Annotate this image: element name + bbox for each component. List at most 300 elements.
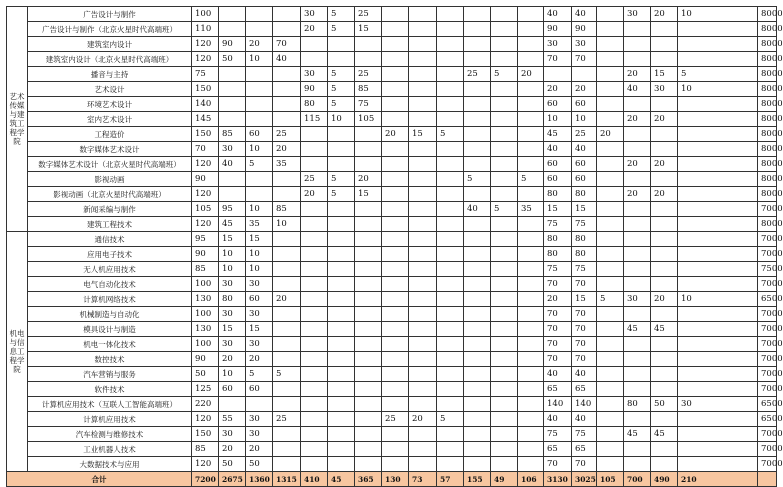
total-cell: 410 <box>301 472 328 487</box>
data-cell: 7000 <box>758 247 777 262</box>
data-cell: 10 <box>678 82 758 97</box>
data-cell <box>273 22 301 37</box>
data-cell: 5 <box>518 172 544 187</box>
data-cell <box>651 202 678 217</box>
data-cell: 15 <box>246 322 273 337</box>
data-cell <box>246 82 273 97</box>
data-cell <box>678 157 758 172</box>
data-cell <box>273 427 301 442</box>
data-cell <box>409 97 437 112</box>
data-cell <box>491 157 518 172</box>
data-cell: 20 <box>219 442 246 457</box>
data-cell <box>464 22 491 37</box>
data-cell: 115 <box>301 112 328 127</box>
data-cell <box>273 97 301 112</box>
data-cell: 105 <box>192 202 219 217</box>
data-cell <box>518 322 544 337</box>
data-cell <box>382 22 409 37</box>
data-cell <box>328 247 355 262</box>
data-cell <box>382 337 409 352</box>
data-cell <box>597 82 624 97</box>
data-cell <box>382 187 409 202</box>
data-cell <box>491 232 518 247</box>
total-cell: 210 <box>678 472 758 487</box>
data-cell <box>355 427 382 442</box>
data-cell: 7000 <box>758 202 777 217</box>
data-cell <box>409 232 437 247</box>
data-cell: 55 <box>219 412 246 427</box>
data-cell: 40 <box>572 367 597 382</box>
data-cell <box>518 442 544 457</box>
data-cell <box>624 172 651 187</box>
data-cell: 20 <box>651 187 678 202</box>
college-label: 艺术传媒与建筑工程学院 <box>7 7 28 232</box>
data-cell <box>409 67 437 82</box>
data-cell <box>328 322 355 337</box>
data-cell: 15 <box>246 232 273 247</box>
major-name: 建筑室内设计 <box>28 37 192 52</box>
data-cell <box>246 97 273 112</box>
data-cell: 75 <box>544 217 572 232</box>
data-cell <box>651 37 678 52</box>
data-cell <box>624 367 651 382</box>
data-cell: 70 <box>544 322 572 337</box>
data-cell: 80 <box>544 232 572 247</box>
data-cell <box>518 412 544 427</box>
data-cell: 75 <box>544 427 572 442</box>
table-row <box>7 202 777 217</box>
data-cell <box>651 52 678 67</box>
data-cell <box>651 382 678 397</box>
data-cell <box>273 232 301 247</box>
data-cell <box>464 262 491 277</box>
data-cell <box>328 142 355 157</box>
data-cell <box>328 52 355 67</box>
data-cell <box>301 52 328 67</box>
table-row <box>7 412 777 427</box>
data-cell <box>491 292 518 307</box>
data-cell <box>437 22 464 37</box>
total-cell: 3025 <box>572 472 597 487</box>
data-cell: 7000 <box>758 427 777 442</box>
data-cell <box>301 232 328 247</box>
data-cell <box>597 442 624 457</box>
data-cell <box>624 217 651 232</box>
table-body <box>7 7 783 487</box>
data-cell: 80 <box>624 397 651 412</box>
data-cell <box>409 322 437 337</box>
data-cell <box>651 367 678 382</box>
data-cell: 5 <box>328 187 355 202</box>
data-cell: 80 <box>572 187 597 202</box>
data-cell <box>464 187 491 202</box>
data-cell <box>491 97 518 112</box>
data-cell <box>437 142 464 157</box>
data-cell <box>464 322 491 337</box>
data-cell <box>678 52 758 67</box>
data-cell <box>328 427 355 442</box>
data-cell <box>651 172 678 187</box>
data-cell: 95 <box>192 232 219 247</box>
data-cell: 15 <box>572 202 597 217</box>
data-cell <box>624 307 651 322</box>
major-name: 计算机网络技术 <box>28 292 192 307</box>
data-cell <box>246 67 273 82</box>
data-cell: 70 <box>572 352 597 367</box>
data-cell <box>246 112 273 127</box>
data-cell <box>464 292 491 307</box>
data-cell <box>409 352 437 367</box>
data-cell: 20 <box>544 292 572 307</box>
data-cell <box>678 442 758 457</box>
data-cell <box>382 292 409 307</box>
data-cell <box>328 457 355 472</box>
data-cell: 20 <box>624 67 651 82</box>
data-cell: 30 <box>219 427 246 442</box>
data-cell: 120 <box>192 457 219 472</box>
data-cell: 8000 <box>758 112 777 127</box>
data-cell: 7000 <box>758 457 777 472</box>
data-cell: 60 <box>246 127 273 142</box>
major-name: 应用电子技术 <box>28 247 192 262</box>
data-cell <box>301 412 328 427</box>
major-name: 汽车营销与服务 <box>28 367 192 382</box>
data-cell <box>437 367 464 382</box>
data-cell: 70 <box>572 277 597 292</box>
data-cell <box>301 337 328 352</box>
data-cell <box>464 427 491 442</box>
data-cell <box>382 427 409 442</box>
data-cell <box>355 142 382 157</box>
data-cell: 60 <box>544 172 572 187</box>
data-cell <box>409 277 437 292</box>
data-cell <box>464 337 491 352</box>
data-cell <box>491 427 518 442</box>
data-cell: 35 <box>246 217 273 232</box>
data-cell <box>624 37 651 52</box>
data-cell <box>518 142 544 157</box>
data-cell: 7000 <box>758 367 777 382</box>
data-cell: 60 <box>544 157 572 172</box>
data-cell <box>328 202 355 217</box>
data-cell: 5 <box>246 367 273 382</box>
data-cell: 85 <box>219 127 246 142</box>
major-name: 数字媒体艺术设计 <box>28 142 192 157</box>
data-cell <box>355 382 382 397</box>
data-cell <box>382 142 409 157</box>
data-cell: 40 <box>273 52 301 67</box>
data-cell <box>273 322 301 337</box>
data-cell: 65 <box>572 382 597 397</box>
data-cell: 20 <box>651 7 678 22</box>
data-cell: 15 <box>355 22 382 37</box>
data-cell: 40 <box>219 157 246 172</box>
data-cell <box>678 427 758 442</box>
data-cell: 65 <box>544 382 572 397</box>
table-row <box>7 112 777 127</box>
data-cell: 35 <box>273 157 301 172</box>
data-cell <box>518 352 544 367</box>
data-cell <box>437 397 464 412</box>
table-row <box>7 82 777 97</box>
data-cell: 100 <box>192 307 219 322</box>
data-cell: 8000 <box>758 157 777 172</box>
data-cell: 10 <box>678 7 758 22</box>
data-cell: 7000 <box>758 352 777 367</box>
data-cell: 30 <box>219 142 246 157</box>
data-cell <box>409 442 437 457</box>
data-cell <box>678 127 758 142</box>
data-cell <box>597 217 624 232</box>
data-cell: 150 <box>192 427 219 442</box>
total-cell: 700 <box>624 472 651 487</box>
data-cell <box>624 352 651 367</box>
data-cell <box>409 217 437 232</box>
data-cell: 40 <box>544 7 572 22</box>
data-cell <box>273 262 301 277</box>
data-cell <box>651 247 678 262</box>
data-cell <box>491 142 518 157</box>
major-name: 影视动画（北京火星时代高端班） <box>28 187 192 202</box>
data-cell: 85 <box>355 82 382 97</box>
data-cell <box>518 397 544 412</box>
data-cell <box>464 382 491 397</box>
data-cell: 20 <box>624 187 651 202</box>
data-cell: 120 <box>192 412 219 427</box>
data-cell: 40 <box>572 412 597 427</box>
data-cell <box>301 307 328 322</box>
data-cell: 10 <box>328 112 355 127</box>
data-cell <box>301 367 328 382</box>
data-cell: 10 <box>219 262 246 277</box>
data-cell <box>464 277 491 292</box>
data-cell <box>273 187 301 202</box>
data-cell <box>328 337 355 352</box>
data-cell <box>651 352 678 367</box>
data-cell: 15 <box>355 187 382 202</box>
data-cell: 75 <box>192 67 219 82</box>
data-cell <box>301 382 328 397</box>
data-cell: 70 <box>572 337 597 352</box>
data-cell: 50 <box>219 457 246 472</box>
data-cell <box>464 97 491 112</box>
data-cell <box>328 157 355 172</box>
data-cell: 80 <box>544 247 572 262</box>
data-cell: 80 <box>544 187 572 202</box>
data-cell <box>409 52 437 67</box>
data-cell: 7000 <box>758 337 777 352</box>
data-cell <box>437 82 464 97</box>
data-cell: 30 <box>544 37 572 52</box>
data-cell: 5 <box>491 202 518 217</box>
data-cell <box>409 82 437 97</box>
data-cell: 50 <box>192 367 219 382</box>
data-cell <box>437 112 464 127</box>
data-cell <box>678 232 758 247</box>
data-cell: 7000 <box>758 442 777 457</box>
data-cell <box>518 232 544 247</box>
data-cell: 20 <box>651 112 678 127</box>
data-cell: 20 <box>246 442 273 457</box>
data-cell: 70 <box>544 307 572 322</box>
data-cell <box>382 52 409 67</box>
data-cell: 15 <box>572 292 597 307</box>
data-cell <box>382 112 409 127</box>
data-cell <box>301 292 328 307</box>
college-label: 机电与信息工程学院 <box>7 232 28 472</box>
data-cell <box>491 322 518 337</box>
data-cell <box>437 67 464 82</box>
data-cell <box>273 247 301 262</box>
data-cell <box>491 112 518 127</box>
data-cell <box>355 337 382 352</box>
data-cell <box>518 292 544 307</box>
data-cell: 10 <box>544 112 572 127</box>
data-cell: 70 <box>544 277 572 292</box>
data-cell <box>409 37 437 52</box>
data-cell: 25 <box>273 412 301 427</box>
data-cell <box>491 352 518 367</box>
data-cell: 20 <box>219 352 246 367</box>
data-cell: 60 <box>219 382 246 397</box>
data-cell: 30 <box>572 37 597 52</box>
data-cell <box>518 382 544 397</box>
data-cell <box>409 157 437 172</box>
data-cell <box>355 397 382 412</box>
data-cell: 150 <box>192 127 219 142</box>
data-cell: 80 <box>219 292 246 307</box>
data-cell <box>597 112 624 127</box>
data-cell: 140 <box>572 397 597 412</box>
table-row <box>7 292 777 307</box>
table-row <box>7 322 777 337</box>
data-cell <box>246 7 273 22</box>
data-cell <box>597 352 624 367</box>
data-cell: 8000 <box>758 172 777 187</box>
total-cell: 106 <box>518 472 544 487</box>
major-name: 室内艺术设计 <box>28 112 192 127</box>
data-cell <box>597 232 624 247</box>
data-cell <box>328 127 355 142</box>
data-cell <box>464 442 491 457</box>
data-cell <box>678 202 758 217</box>
data-cell: 90 <box>572 22 597 37</box>
data-cell <box>355 52 382 67</box>
major-name: 影视动画 <box>28 172 192 187</box>
data-cell: 10 <box>246 262 273 277</box>
data-cell <box>464 82 491 97</box>
data-cell <box>219 397 246 412</box>
data-cell: 5 <box>328 97 355 112</box>
data-cell <box>273 307 301 322</box>
table-row <box>7 247 777 262</box>
total-cell: 130 <box>382 472 409 487</box>
data-cell <box>678 352 758 367</box>
major-name: 建筑室内设计（北京火星时代高端班） <box>28 52 192 67</box>
data-cell <box>464 307 491 322</box>
data-cell <box>464 112 491 127</box>
data-cell <box>382 247 409 262</box>
data-cell: 30 <box>246 277 273 292</box>
data-cell <box>597 337 624 352</box>
data-cell <box>491 187 518 202</box>
data-cell: 20 <box>518 67 544 82</box>
data-cell <box>624 52 651 67</box>
data-cell: 70 <box>572 322 597 337</box>
data-cell: 8000 <box>758 52 777 67</box>
data-cell <box>382 82 409 97</box>
data-cell <box>518 187 544 202</box>
data-cell <box>409 427 437 442</box>
data-cell <box>409 262 437 277</box>
data-cell: 25 <box>572 127 597 142</box>
data-cell <box>624 232 651 247</box>
data-cell <box>382 157 409 172</box>
data-cell <box>273 112 301 127</box>
data-cell: 6500 <box>758 412 777 427</box>
data-cell: 30 <box>219 307 246 322</box>
data-cell <box>678 187 758 202</box>
data-cell <box>301 457 328 472</box>
data-cell: 85 <box>192 442 219 457</box>
data-cell <box>518 337 544 352</box>
total-cell: 1360 <box>246 472 273 487</box>
data-cell <box>597 367 624 382</box>
data-cell <box>301 442 328 457</box>
data-cell: 25 <box>273 127 301 142</box>
table-row <box>7 307 777 322</box>
table-row <box>7 457 777 472</box>
data-cell: 8000 <box>758 127 777 142</box>
data-cell: 30 <box>246 307 273 322</box>
data-cell <box>382 457 409 472</box>
data-cell: 8000 <box>758 7 777 22</box>
data-cell <box>597 52 624 67</box>
data-cell: 140 <box>544 397 572 412</box>
data-cell <box>437 7 464 22</box>
major-name: 数控技术 <box>28 352 192 367</box>
data-cell: 20 <box>382 127 409 142</box>
data-cell: 90 <box>219 37 246 52</box>
total-cell: 365 <box>355 472 382 487</box>
data-cell <box>518 52 544 67</box>
data-cell <box>678 22 758 37</box>
data-cell <box>328 217 355 232</box>
data-cell: 8000 <box>758 217 777 232</box>
data-cell <box>678 247 758 262</box>
data-cell: 75 <box>572 427 597 442</box>
data-cell <box>301 202 328 217</box>
data-cell: 25 <box>301 172 328 187</box>
data-cell: 120 <box>192 217 219 232</box>
data-cell: 20 <box>273 292 301 307</box>
data-cell: 30 <box>624 7 651 22</box>
total-cell: 73 <box>409 472 437 487</box>
data-cell: 60 <box>246 292 273 307</box>
data-cell <box>518 22 544 37</box>
major-name: 汽车检测与维修技术 <box>28 427 192 442</box>
data-cell <box>328 277 355 292</box>
data-cell: 20 <box>273 142 301 157</box>
data-cell <box>491 457 518 472</box>
data-cell: 25 <box>355 7 382 22</box>
data-cell <box>273 352 301 367</box>
data-cell <box>409 112 437 127</box>
data-cell: 20 <box>246 37 273 52</box>
data-cell <box>597 37 624 52</box>
data-cell: 7000 <box>758 307 777 322</box>
data-cell: 10 <box>678 292 758 307</box>
